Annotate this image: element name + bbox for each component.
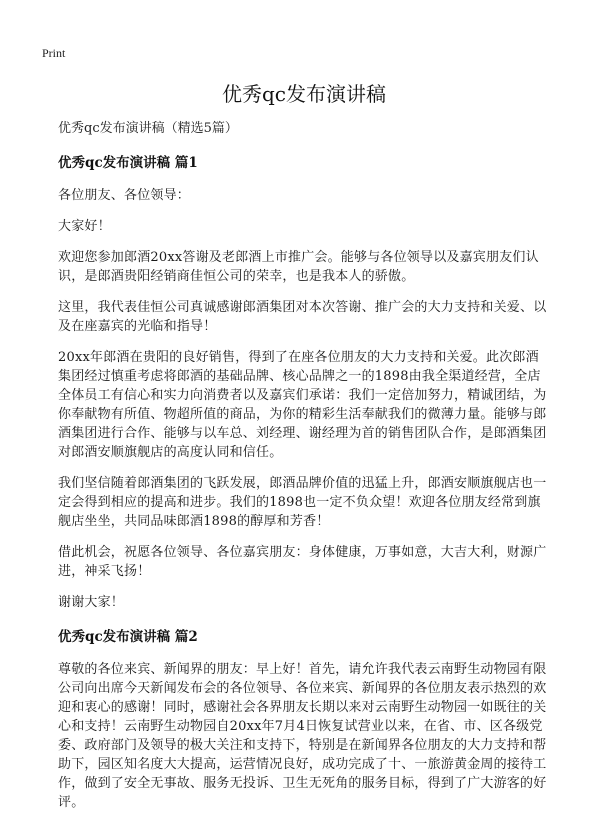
paragraph: 谢谢大家！ (58, 595, 125, 610)
article-2 (58, 628, 550, 812)
paragraph: 尊敬的各位来宾、新闻界的朋友：早上好！首先，请允许我代表云南野生动物园有限公司向出席今天新闻发布会的各位领导、各位来宾、新闻界的各位朋友表示热烈的欢迎和衷心的感谢！同时，感谢社会各界朋友长期以来对云南野生动物园一如既往的关心和支持！云南野生动物园自20xx年7月4日恢复试营业以来，在省、市、区各级党委、政府部门及领导的极大关注和支持下，特别是在新闻界各位朋友的大力支持和帮助下，园区知名度大大提高，运营情况良好，成功完成了十、一旅游黄金周的接待工作，做到了安全无事故、服务无投诉、卫生无死角的服务目标，得到了广大游客的好评。 (58, 662, 547, 810)
paragraph: 各位朋友、各位领导： (58, 188, 191, 203)
article-heading: 优秀qc发布演讲稿 篇2 (58, 629, 198, 645)
article-heading: 优秀qc发布演讲稿 篇1 (58, 155, 198, 171)
article-1 (58, 154, 550, 612)
document-body (58, 80, 550, 812)
page-title: 优秀qc发布演讲稿 (221, 82, 386, 106)
print-link[interactable]: Print (42, 46, 66, 60)
paragraph: 这里，我代表佳恒公司真诚感谢郎酒集团对本次答谢、推广会的大力支持和关爱、以及在座嘉宾的光临和指导！ (58, 300, 547, 334)
paragraph: 20xx年郎酒在贵阳的良好销售，得到了在座各位朋友的大力支持和关爱。此次郎酒集团经过慎重考虑将郎酒的基础品牌、核心品牌之一的1898由我全渠道经营，全店全体员工有信心和实力向消费者以及嘉宾们承诺：我们一定倍加努力，精诚团结，为你奉献物有所值、物超所值的商品，为你的精彩生活奉献我们的微薄力量。能够与郎酒集团进行合作、能够与以车总、刘经理、谢经理为首的销售团队合作，是郎酒集团对郎酒安顺旗舰店的高度认同和信任。 (58, 350, 547, 460)
paragraph: 大家好！ (58, 219, 111, 234)
paragraph: 借此机会，祝愿各位领导、各位嘉宾朋友：身体健康，万事如意，大吉大利，财源广进，神采飞扬！ (58, 545, 547, 579)
paragraph: 我们坚信随着郎酒集团的飞跃发展，郎酒品牌价值的迅猛上升，郎酒安顺旗舰店也一定会得到相应的提高和进步。我们的1898也一定不负众望！欢迎各位朋友经常到旗舰店坐坐，共同品味郎酒1898的醇厚和芳香！ (58, 476, 547, 529)
paragraph: 欢迎您参加郎酒20xx答谢及老郎酒上市推广会。能够与各位领导以及嘉宾朋友们认识，是郎酒贵阳经销商佳恒公司的荣幸，也是我本人的骄傲。 (58, 250, 539, 284)
document-subtitle: 优秀qc发布演讲稿（精选5篇） (58, 121, 238, 136)
